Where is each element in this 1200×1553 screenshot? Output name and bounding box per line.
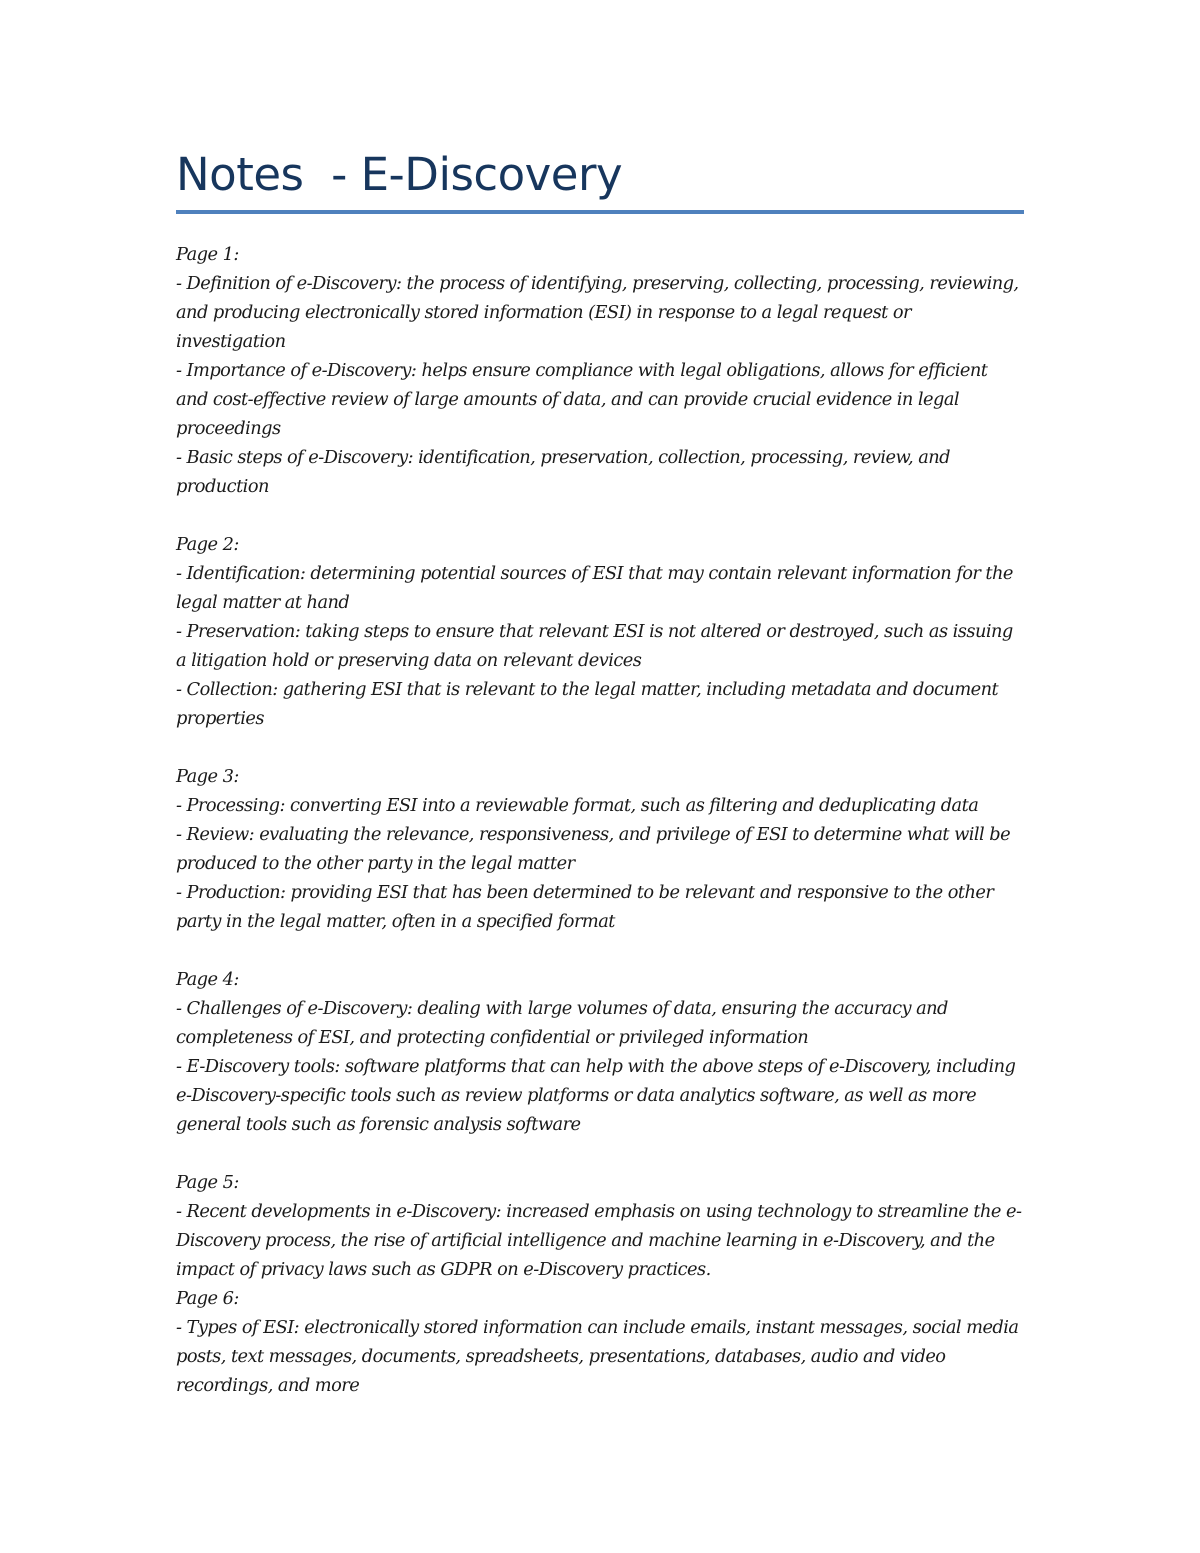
section-page-5 [176, 1168, 1024, 1284]
bullet-item: - Production: providing ESI that has been determined to be relevant and responsive to the other party in the legal matter, often in a specified format [176, 882, 994, 932]
bullet-item: - Review: evaluating the relevance, responsiveness, and privilege of ESI to determine what will be produced to the other party in the legal matter [176, 824, 1011, 874]
bullet-item: - Recent developments in e-Discovery: increased emphasis on using technology to streamline the e-Discovery process, the rise of artificial intelligence and machine learning in e-Discovery, and the impact of privacy laws such as GDPR on e-Discovery practices. [176, 1201, 1022, 1280]
bullet-item: - Collection: gathering ESI that is relevant to the legal matter, including metadata and document properties [176, 679, 999, 729]
bullet-item: - Types of ESI: electronically stored information can include emails, instant messages, social media posts, text messages, documents, spreadsheets, presentations, databases, audio and video recordings, and more [176, 1317, 1019, 1396]
bullet-item: - Challenges of e-Discovery: dealing with large volumes of data, ensuring the accuracy and completeness of ESI, and protecting confidential or privileged information [176, 998, 948, 1048]
bullet-item: - Identification: determining potential sources of ESI that may contain relevant information for the legal matter at hand [176, 563, 1013, 613]
section-page-2 [176, 530, 1024, 733]
title-underline [176, 210, 1024, 214]
section-heading: Page 1: [176, 244, 239, 265]
bullet-item: - Processing: converting ESI into a reviewable format, such as filtering and deduplicating data [176, 795, 979, 816]
bullet-item: - E-Discovery tools: software platforms that can help with the above steps of e-Discovery, including e-Discovery-specific tools such as review platforms or data analytics software, as well as more general tools such as forensic analysis software [176, 1056, 1016, 1135]
bullet-item: - Definition of e-Discovery: the process of identifying, preserving, collecting, processing, reviewing, and producing electronically stored information (ESI) in response to a legal request or investigation [176, 273, 1019, 352]
document-body [176, 240, 1024, 1400]
bullet-item: - Preservation: taking steps to ensure that relevant ESI is not altered or destroyed, such as issuing a litigation hold or preserving data on relevant devices [176, 621, 1013, 671]
section-heading: Page 6: [176, 1288, 239, 1309]
document-title: Notes - E-Discovery [176, 148, 623, 201]
section-heading: Page 4: [176, 969, 239, 990]
section-page-4 [176, 965, 1024, 1139]
section-heading: Page 3: [176, 766, 239, 787]
bullet-item: - Importance of e-Discovery: helps ensure compliance with legal obligations, allows for efficient and cost-effective review of large amounts of data, and can provide crucial evidence in legal proceedings [176, 360, 988, 439]
section-page-3 [176, 762, 1024, 936]
section-page-6 [176, 1284, 1024, 1400]
section-heading: Page 5: [176, 1172, 239, 1193]
section-heading: Page 2: [176, 534, 239, 555]
bullet-item: - Basic steps of e-Discovery: identification, preservation, collection, processing, review, and production [176, 447, 950, 497]
section-page-1 [176, 240, 1024, 501]
